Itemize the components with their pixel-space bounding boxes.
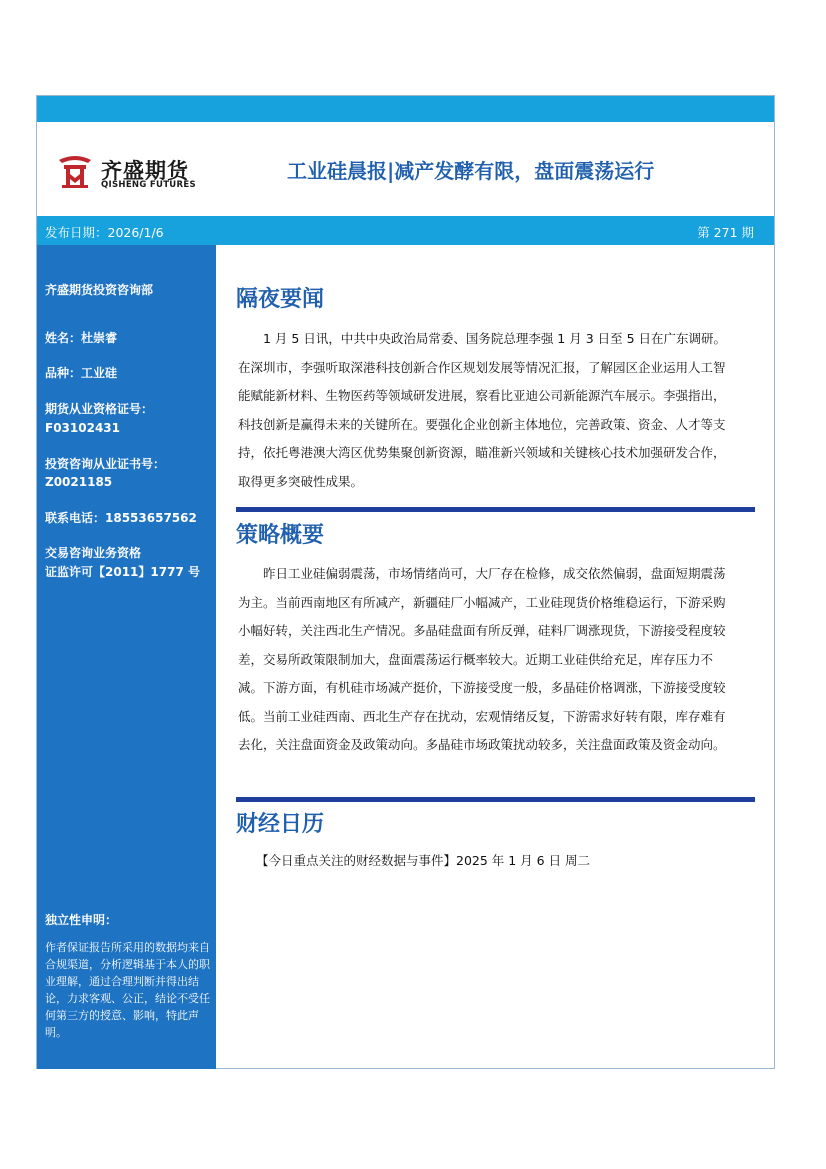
calendar-section-title: 财经日历 — [236, 812, 325, 837]
disclaimer-text: 作者保证报告所采用的数据均来自合规渠道，分析逻辑基于本人的职业理解，通过合理判断并得出结论，力求客观、公正，结论不受任何第三方的授意、影响，特此声明。 — [45, 941, 210, 1039]
section-divider — [236, 507, 755, 512]
futures-cert-no: F03102431 — [45, 421, 120, 435]
company-name-en: QISHENG FUTURES — [101, 180, 196, 190]
report-title: 工业硅晨报|减产发酵有限，盘面震荡运行 — [287, 159, 655, 183]
futures-cert-label: 期货从业资格证号： — [45, 402, 154, 416]
publish-date: 发布日期：2026/1/6 — [45, 225, 164, 240]
analyst-sidebar — [37, 245, 216, 1069]
license-line-2: 证监许可【2011】1777 号 — [45, 565, 200, 579]
logo-emblem-icon — [55, 150, 95, 190]
report-header — [37, 122, 774, 216]
advisory-cert-label: 投资咨询从业证书号： — [45, 457, 166, 471]
strategy-paragraph: 昨日工业硅偏弱震荡，市场情绪尚可，大厂存在检修，成交依然偏弱，盘面短期震荡为主。当前西南地区有所减产，新疆硅厂小幅减产，工业硅现货价格维稳运行，下游采购小幅好转，关注西北生产情况。多晶硅盘面有所反弹，硅料厂调涨现货，下游接受程度较差，交易所政策限制加大，盘面震荡运行概率较大。近期工业硅供给充足，库存压力不减。下游方面，有机硅市场减产挺价，下游接受度一般，多晶硅价格调涨，下游接受度较低。当前工业硅西南、西北生产存在扰动，宏观情绪反复，下游需求好转有限，库存难有去化，关注盘面资金及政策动向。多晶硅市场政策扰动较多，关注盘面政策及资金动向。 — [238, 566, 726, 752]
company-name-cn: 齐盛期货 — [101, 159, 189, 183]
report-page — [36, 95, 775, 1069]
news-paragraph: 1 月 5 日讯，中共中央政治局常委、国务院总理李强 1 月 3 日至 5 日在广东调研。在深圳市，李强听取深港科技创新合作区规划发展等情况汇报，了解园区企业运用人工智能赋能新材料、生物医药等领域研发进展，察看比亚迪公司新能源汽车展示。李强指出，科技创新是赢得未来的关键所在。要强化企业创新主体地位，完善政策、资金、人才等支持，依托粤港澳大湾区优势集聚创新资源，瞄准新兴领域和关键核心技术加强研发合作，取得更多突破性成果。 — [238, 331, 727, 489]
main-content — [216, 245, 774, 1069]
news-section-title: 隔夜要闻 — [236, 287, 325, 312]
variety: 品种：工业硅 — [45, 366, 118, 380]
disclaimer-title: 独立性申明： — [45, 913, 118, 927]
calendar-line: 【今日重点关注的财经数据与事件】2025 年 1 月 6 日 周二 — [256, 853, 591, 868]
section-divider — [236, 797, 755, 802]
license-line-1: 交易咨询业务资格 — [45, 546, 142, 560]
company-logo — [55, 150, 215, 196]
advisory-cert-no: Z0021185 — [45, 475, 113, 489]
top-banner — [37, 96, 774, 122]
strategy-section-title: 策略概要 — [236, 523, 325, 548]
analyst-name: 姓名：杜崇睿 — [45, 331, 118, 345]
department: 齐盛期货投资咨询部 — [45, 283, 154, 297]
contact-phone: 联系电话：18553657562 — [45, 511, 197, 525]
date-bar — [37, 216, 774, 245]
issue-number: 第 271 期 — [697, 225, 754, 240]
